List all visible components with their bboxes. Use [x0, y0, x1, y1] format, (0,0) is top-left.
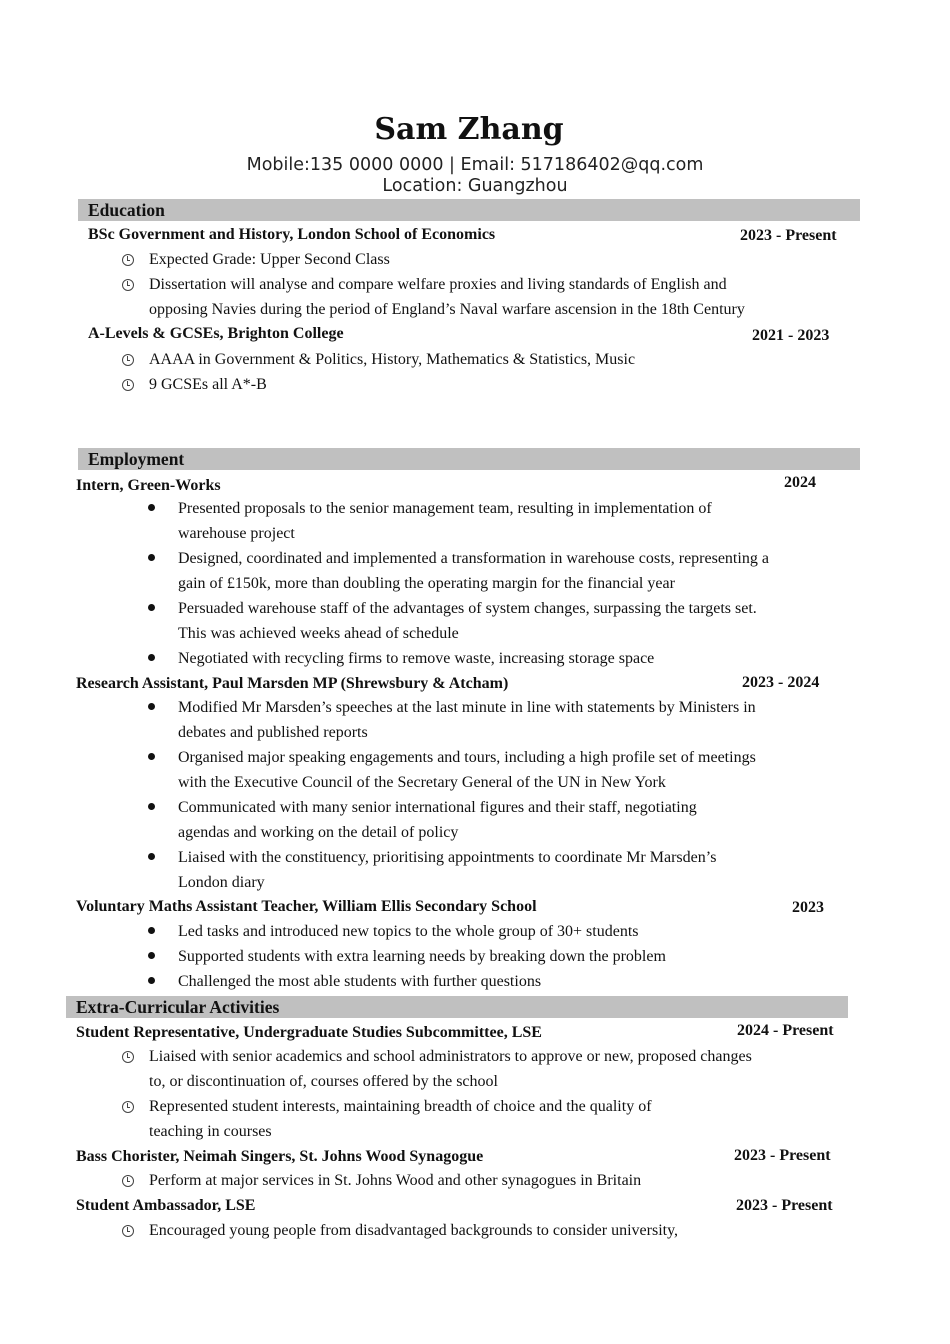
bullet-text-continued: warehouse project	[178, 525, 295, 542]
bullet-text: Supported students with extra learning needs by breaking down the problem	[178, 948, 666, 965]
bullet-text-continued: gain of £150k, more than doubling the operating margin for the financial year	[178, 575, 675, 592]
entry-title: Bass Chorister, Neimah Singers, St. Johns Wood Synagogue	[76, 1148, 484, 1165]
bullet-text: Challenged the most able students with further questions	[178, 973, 542, 990]
bullet-dot-icon	[148, 753, 155, 760]
bullet-dot-icon	[148, 504, 155, 511]
bullet-text-continued: agendas and working on the detail of policy	[178, 824, 459, 841]
bullet-text: Persuaded warehouse staff of the advantages of system changes, surpassing the targets set.	[178, 600, 757, 617]
bullet-text-continued: teaching in courses	[149, 1123, 272, 1140]
section-header-education	[78, 199, 860, 221]
clock-bullet-icon	[122, 279, 134, 291]
clock-bullet-icon	[122, 1051, 134, 1063]
bullet-text: Liaised with senior academics and school administrators to approve or new, proposed changes	[149, 1048, 752, 1065]
bullet-dot-icon	[148, 803, 155, 810]
bullet-dot-icon	[148, 554, 155, 561]
entry-title: Student Ambassador, LSE	[76, 1197, 256, 1214]
section-header-extracurricular	[66, 996, 848, 1018]
bullet-text: Negotiated with recycling firms to remove waste, increasing storage space	[178, 650, 655, 667]
section-title: Education	[88, 200, 165, 220]
entry-date: 2021 - 2023	[752, 327, 830, 344]
entry-title: A-Levels & GCSEs, Brighton College	[88, 325, 344, 342]
entry-date: 2024 - Present	[737, 1022, 834, 1039]
bullet-dot-icon	[148, 952, 155, 959]
entry-title: Student Representative, Undergraduate Studies Subcommittee, LSE	[76, 1024, 542, 1041]
bullet-text: Led tasks and introduced new topics to the whole group of 30+ students	[178, 923, 639, 940]
contact-line: Mobile:135 0000 0000 | Email: 517186402@qq.com	[246, 155, 704, 175]
section-title: Employment	[88, 449, 185, 469]
clock-bullet-icon	[122, 254, 134, 266]
bullet-text: Represented student interests, maintaining breadth of choice and the quality of	[149, 1098, 652, 1115]
entry-date: 2023 - Present	[734, 1147, 831, 1164]
bullet-text: Presented proposals to the senior management team, resulting in implementation of	[178, 500, 712, 517]
entry-date: 2023 - Present	[736, 1197, 833, 1214]
bullet-dot-icon	[148, 703, 155, 710]
bullet-text: Encouraged young people from disadvantaged backgrounds to consider university,	[149, 1222, 679, 1239]
bullet-text: Expected Grade: Upper Second Class	[149, 251, 390, 268]
section-title: Extra-Curricular Activities	[76, 997, 280, 1017]
bullet-text-continued: This was achieved weeks ahead of schedule	[178, 625, 459, 642]
bullet-dot-icon	[148, 927, 155, 934]
bullet-text: Dissertation will analyse and compare welfare proxies and living standards of English and	[149, 276, 727, 293]
bullet-text: Communicated with many senior international figures and their staff, negotiating	[178, 799, 697, 816]
bullet-text: Designed, coordinated and implemented a transformation in warehouse costs, representing a	[178, 550, 769, 567]
candidate-name: Sam Zhang	[374, 112, 564, 147]
bullet-text: 9 GCSEs all A*-B	[149, 376, 267, 393]
bullet-text-continued: debates and published reports	[178, 724, 368, 741]
clock-bullet-icon	[122, 379, 134, 391]
bullet-dot-icon	[148, 604, 155, 611]
section-header-employment	[78, 448, 860, 470]
entry-title: Research Assistant, Paul Marsden MP (Shrewsbury & Atcham)	[76, 675, 509, 692]
location-line: Location: Guangzhou	[382, 176, 568, 196]
bullet-dot-icon	[148, 654, 155, 661]
bullet-text: AAAA in Government & Politics, History, Mathematics & Statistics, Music	[149, 351, 636, 368]
entry-title: Voluntary Maths Assistant Teacher, William Ellis Secondary School	[76, 898, 537, 915]
clock-bullet-icon	[122, 1101, 134, 1113]
bullet-text: Perform at major services in St. Johns Wood and other synagogues in Britain	[149, 1172, 642, 1189]
clock-bullet-icon	[122, 1225, 134, 1237]
entry-date: 2023 - 2024	[742, 674, 820, 691]
entry-title: BSc Government and History, London School of Economics	[88, 226, 496, 243]
bullet-text-continued: London diary	[178, 874, 265, 891]
entry-date: 2023	[792, 899, 824, 916]
entry-date: 2023 - Present	[740, 227, 837, 244]
bullet-dot-icon	[148, 853, 155, 860]
bullet-dot-icon	[148, 977, 155, 984]
bullet-text: Liaised with the constituency, prioritising appointments to coordinate Mr Marsden’s	[178, 849, 717, 866]
bullet-text: Organised major speaking engagements and tours, including a high profile set of meetings	[178, 749, 756, 766]
clock-bullet-icon	[122, 1175, 134, 1187]
clock-bullet-icon	[122, 354, 134, 366]
entry-title: Intern, Green-Works	[76, 477, 221, 494]
bullet-text-continued: with the Executive Council of the Secretary General of the UN in New York	[178, 774, 666, 791]
bullet-text-continued: to, or discontinuation of, courses offered by the school	[149, 1073, 498, 1090]
entry-date: 2024	[784, 474, 816, 491]
bullet-text: Modified Mr Marsden’s speeches at the last minute in line with statements by Ministers in	[178, 699, 756, 716]
bullet-text-continued: opposing Navies during the period of England’s Naval warfare ascension in the 18th Century	[149, 301, 745, 318]
